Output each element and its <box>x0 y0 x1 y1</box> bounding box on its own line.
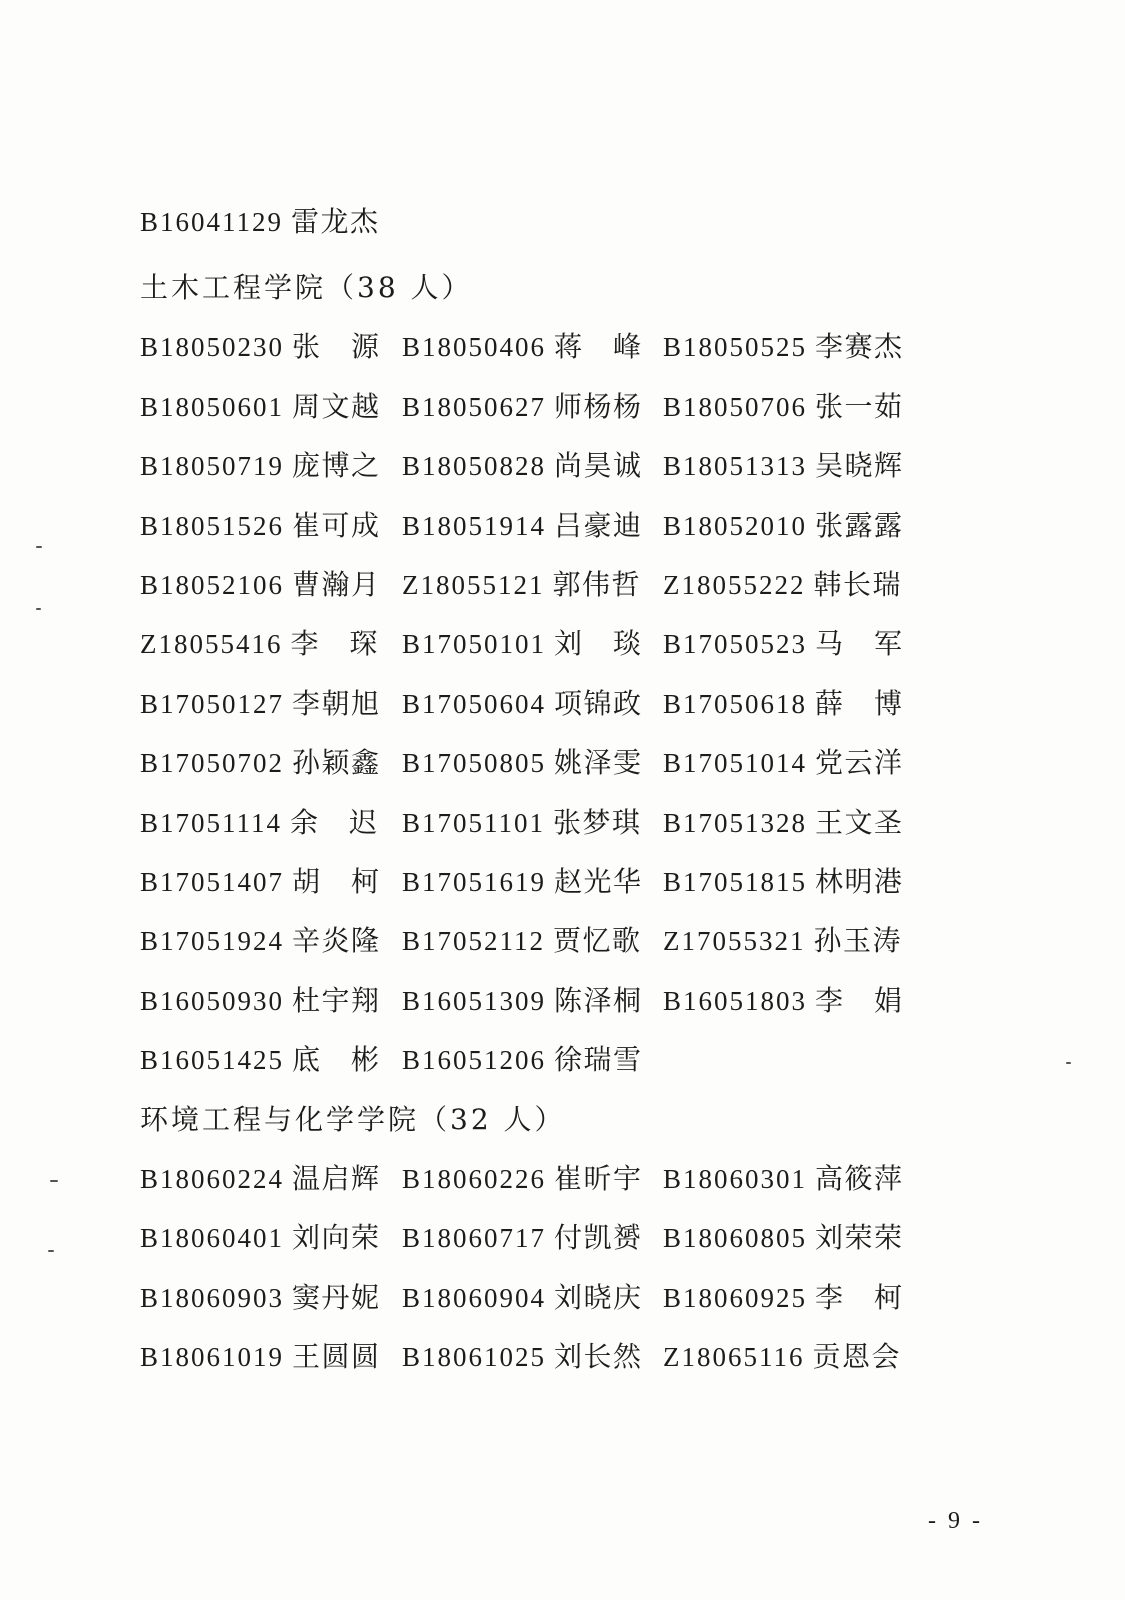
student-entry <box>663 1216 903 1256</box>
student-id: B18060805 <box>663 1223 808 1254</box>
student-name: 周文越 <box>292 389 381 423</box>
student-name: 韩长瑞 <box>813 568 902 601</box>
student-entry <box>663 622 903 662</box>
student-name: 李 娟 <box>815 983 904 1017</box>
student-entry <box>140 444 380 484</box>
student-id: B18050706 <box>663 391 808 422</box>
student-entry <box>402 1157 642 1197</box>
student-id: B17051407 <box>140 867 285 897</box>
student-id: B18050406 <box>402 332 547 363</box>
student-entry <box>402 504 642 544</box>
student-name: 高筱萍 <box>815 1162 904 1195</box>
student-name: 胡 柯 <box>292 865 381 898</box>
student-name: 李 柯 <box>815 1280 904 1314</box>
student-entry <box>402 1276 642 1316</box>
student-name: 窦丹妮 <box>292 1280 381 1314</box>
student-entry <box>663 741 903 781</box>
student-id: B18051313 <box>663 451 808 482</box>
student-id: B18060903 <box>140 1282 285 1313</box>
student-id: Z18055222 <box>663 570 806 600</box>
student-id: B18061019 <box>140 1342 285 1373</box>
student-entry <box>140 801 378 841</box>
student-id: B17051328 <box>663 807 808 838</box>
student-name: 张一茹 <box>815 389 904 423</box>
student-name: 李赛杰 <box>815 330 904 364</box>
student-entry <box>140 682 380 722</box>
student-id: B17050523 <box>663 629 808 660</box>
student-entry <box>402 682 642 722</box>
scan-speck <box>36 546 42 548</box>
student-entry <box>140 200 379 240</box>
student-entry <box>402 1216 642 1256</box>
student-id: B18050719 <box>140 451 285 482</box>
student-id: B17051101 <box>402 807 546 838</box>
student-entry <box>663 801 903 841</box>
student-id: B17051815 <box>663 867 808 897</box>
student-entry <box>663 682 903 722</box>
student-id: Z18055416 <box>140 629 283 660</box>
student-id: B18051526 <box>140 510 285 541</box>
scan-speck <box>36 608 41 610</box>
student-name: 郭伟哲 <box>552 568 641 601</box>
student-name: 李 琛 <box>290 627 379 661</box>
student-name: 李朝旭 <box>292 686 381 720</box>
student-id: B16051309 <box>402 985 547 1016</box>
student-entry <box>402 1038 642 1078</box>
student-id: B18060224 <box>140 1164 285 1194</box>
student-id: Z17055321 <box>663 926 806 957</box>
student-id: B17050127 <box>140 688 285 719</box>
student-entry <box>140 1216 380 1256</box>
student-entry <box>402 860 642 900</box>
student-id: B17050702 <box>140 748 285 779</box>
student-entry <box>140 919 380 959</box>
student-entry <box>140 563 380 603</box>
student-id: B17051114 <box>140 807 283 838</box>
student-name: 薛 博 <box>815 686 904 720</box>
student-id: Z18065116 <box>663 1342 805 1373</box>
student-id: B18060226 <box>402 1164 547 1194</box>
student-name: 雷龙杰 <box>291 205 380 238</box>
student-name: 余 迟 <box>290 805 379 839</box>
student-entry <box>140 979 380 1019</box>
student-entry <box>140 325 380 365</box>
scan-speck <box>50 1180 58 1182</box>
student-id: B16050930 <box>140 985 285 1016</box>
student-name: 王圆圆 <box>292 1340 381 1374</box>
student-entry <box>663 325 903 365</box>
student-id: B18060717 <box>402 1223 547 1254</box>
student-id: B16051206 <box>402 1045 547 1076</box>
student-entry <box>140 504 380 544</box>
student-name: 尚昊诚 <box>554 449 643 483</box>
student-id: B17052112 <box>402 926 546 957</box>
student-name: 师杨杨 <box>554 389 643 423</box>
student-name: 吴晓辉 <box>815 449 904 483</box>
student-name: 孙玉涛 <box>813 924 902 958</box>
student-name: 张梦琪 <box>553 805 642 839</box>
student-id: B18061025 <box>402 1342 547 1373</box>
student-name: 庞博之 <box>292 449 381 483</box>
student-entry <box>663 919 902 959</box>
student-entry <box>663 1335 901 1375</box>
student-name: 张露露 <box>815 508 904 542</box>
student-entry <box>140 741 380 781</box>
student-id: B18050525 <box>663 332 808 363</box>
student-entry <box>663 860 903 900</box>
student-entry <box>663 1157 903 1197</box>
student-id: B18050627 <box>402 391 547 422</box>
student-id: B16041129 <box>140 207 284 237</box>
scan-speck <box>1066 1062 1071 1064</box>
student-name: 王文圣 <box>815 805 904 839</box>
student-entry <box>663 563 902 603</box>
student-entry <box>402 919 641 959</box>
student-name: 陈泽桐 <box>554 983 643 1017</box>
student-name: 辛炎隆 <box>292 924 381 958</box>
student-name: 崔昕宇 <box>554 1162 643 1195</box>
student-name: 孙颖鑫 <box>292 746 381 780</box>
student-id: B17050805 <box>402 748 547 779</box>
student-id: B18060904 <box>402 1282 547 1313</box>
student-name: 吕豪迪 <box>554 508 643 542</box>
student-id: B16051803 <box>663 985 808 1016</box>
student-entry <box>140 385 380 425</box>
student-name: 贾忆歌 <box>553 924 642 958</box>
student-name: 赵光华 <box>554 865 643 898</box>
student-id: B18060401 <box>140 1223 285 1254</box>
student-name: 曹瀚月 <box>292 568 381 601</box>
student-name: 底 彬 <box>292 1043 381 1077</box>
student-name: 付凯赟 <box>554 1221 643 1255</box>
student-name: 徐瑞雪 <box>554 1043 643 1077</box>
student-id: B17051014 <box>663 748 808 779</box>
student-entry <box>402 741 642 781</box>
student-entry <box>402 563 641 603</box>
student-id: B18051914 <box>402 510 547 541</box>
student-id: B17051619 <box>402 867 547 897</box>
student-entry <box>140 1038 380 1078</box>
student-name: 杜宇翔 <box>292 983 381 1017</box>
student-name: 蒋 峰 <box>554 330 643 364</box>
student-entry <box>402 801 641 841</box>
section-heading: 土木工程学院（38 人） <box>140 271 473 304</box>
student-id: B18050601 <box>140 391 285 422</box>
student-entry <box>140 1276 380 1316</box>
student-id: B18060301 <box>663 1164 808 1194</box>
student-id: B18052106 <box>140 570 285 600</box>
student-entry <box>140 1157 380 1197</box>
section-heading: 环境工程与化学学院（32 人） <box>140 1102 566 1136</box>
student-entry <box>140 860 380 900</box>
student-entry <box>402 1335 642 1375</box>
scan-speck <box>48 1250 54 1252</box>
student-entry <box>402 444 642 484</box>
student-name: 崔可成 <box>292 508 381 542</box>
student-id: B17050101 <box>402 629 547 660</box>
student-entry <box>663 1276 903 1316</box>
student-id: B18050828 <box>402 451 547 482</box>
student-name: 姚泽雯 <box>554 746 643 780</box>
student-name: 温启辉 <box>292 1162 381 1195</box>
student-name: 贡恩会 <box>812 1340 901 1374</box>
student-id: B16051425 <box>140 1045 285 1076</box>
student-entry <box>140 622 379 662</box>
student-name: 刘晓庆 <box>554 1280 643 1314</box>
student-entry <box>663 979 903 1019</box>
student-name: 张 源 <box>292 330 381 364</box>
student-id: B17050604 <box>402 688 547 719</box>
student-id: B17051924 <box>140 926 285 957</box>
student-entry <box>402 979 642 1019</box>
student-name: 项锦政 <box>554 686 643 720</box>
student-entry <box>663 444 903 484</box>
student-name: 刘荣荣 <box>815 1221 904 1255</box>
student-entry <box>402 325 642 365</box>
student-name: 党云洋 <box>815 746 904 780</box>
student-entry <box>663 504 903 544</box>
student-name: 林明港 <box>815 865 904 898</box>
student-id: Z18055121 <box>402 570 545 600</box>
student-name: 刘向荣 <box>292 1221 381 1255</box>
page-number: - 9 - <box>928 1508 983 1534</box>
student-name: 刘 琰 <box>554 627 643 661</box>
student-name: 马 军 <box>815 627 904 661</box>
student-id: B18052010 <box>663 510 808 541</box>
student-entry <box>140 1335 380 1375</box>
student-entry <box>663 385 903 425</box>
student-entry <box>402 385 642 425</box>
student-entry <box>402 622 642 662</box>
student-name: 刘长然 <box>554 1340 643 1374</box>
student-id: B18060925 <box>663 1282 808 1313</box>
student-id: B17050618 <box>663 688 808 719</box>
student-id: B18050230 <box>140 332 285 363</box>
